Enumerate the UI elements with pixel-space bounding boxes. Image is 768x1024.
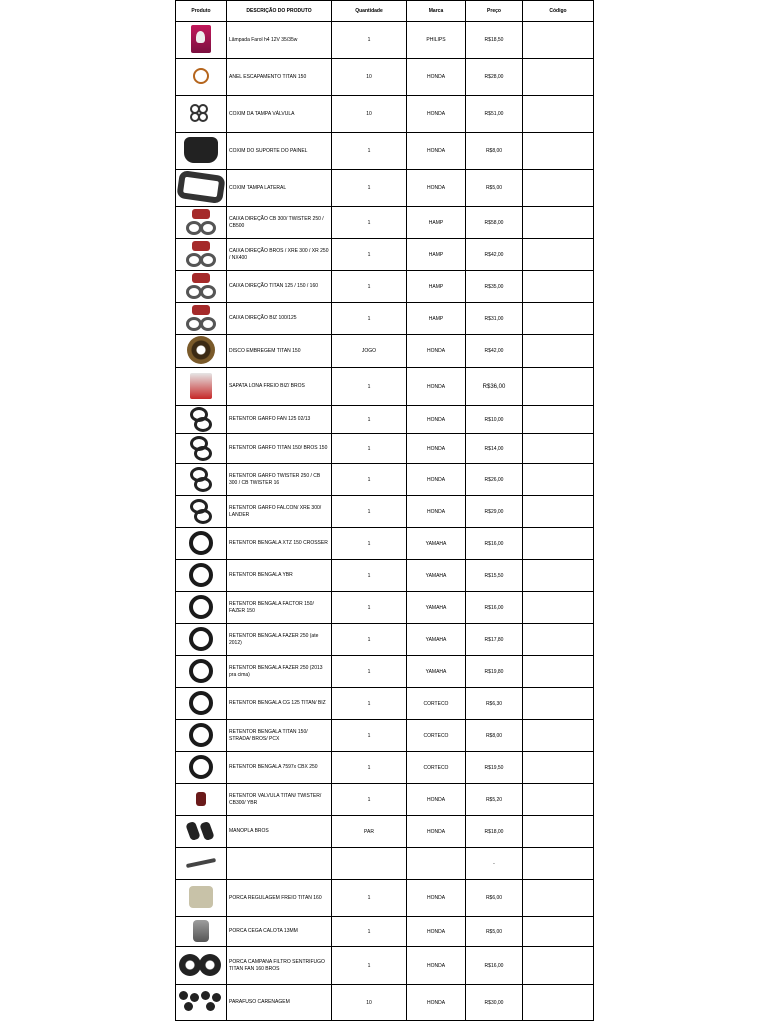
quantity-cell: JOGO	[332, 335, 407, 368]
brand-cell: YAMAHA	[407, 528, 466, 560]
table-row	[176, 816, 594, 848]
price-cell: R$28,00	[466, 59, 523, 96]
quantity-cell: 10	[332, 96, 407, 133]
product-image-cell	[176, 917, 227, 947]
code-cell	[523, 528, 594, 560]
price-cell: R$10,00	[466, 406, 523, 434]
product-image-cell	[176, 985, 227, 1021]
price-cell: R$35,00	[466, 271, 523, 303]
code-cell	[523, 271, 594, 303]
description-cell: RETENTOR BENGALA FACTOR 150/ FAZER 150	[227, 592, 332, 624]
brand-cell: YAMAHA	[407, 656, 466, 688]
header-quantidade: Quantidade	[332, 1, 407, 22]
description-cell: ANEL ESCAPAMENTO TITAN 150	[227, 59, 332, 96]
price-cell: R$29,00	[466, 496, 523, 528]
description-cell: RETENTOR BENGALA YBR	[227, 560, 332, 592]
description-cell: DISCO EMBREGEM TITAN 150	[227, 335, 332, 368]
description-cell: CAIXA DIREÇÃO CB 300/ TWISTER 250 / CB500	[227, 207, 332, 239]
brand-cell: YAMAHA	[407, 624, 466, 656]
price-cell: R$36,00	[466, 368, 523, 406]
table-row	[176, 59, 594, 96]
description-cell: CAIXA DIREÇÃO TITAN 125 / 150 / 160	[227, 271, 332, 303]
table-row	[176, 560, 594, 592]
description-cell: RETENTOR BENGALA FAZER 250 (2013 pra cima)	[227, 656, 332, 688]
code-cell	[523, 720, 594, 752]
product-image-cell	[176, 59, 227, 96]
table-row	[176, 656, 594, 688]
description-cell: COXIM TAMPA LATERAL	[227, 170, 332, 207]
description-cell: CAIXA DIREÇÃO BIZ 100/125	[227, 303, 332, 335]
code-cell	[523, 96, 594, 133]
quantity-cell: 1	[332, 560, 407, 592]
price-cell: R$6,00	[466, 880, 523, 917]
table-row	[176, 784, 594, 816]
table-header-row	[176, 1, 594, 22]
code-cell	[523, 496, 594, 528]
brand-cell: HONDA	[407, 406, 466, 434]
fork-seal-icon	[189, 563, 213, 587]
description-cell: PORCA CEGA CALOTA 13MM	[227, 917, 332, 947]
quantity-cell: 1	[332, 752, 407, 784]
table-row	[176, 985, 594, 1021]
code-cell	[523, 239, 594, 271]
price-cell: R$15,50	[466, 560, 523, 592]
fork-seal-icon	[189, 723, 213, 747]
brand-cell: HONDA	[407, 880, 466, 917]
quantity-cell: 1	[332, 368, 407, 406]
fork-seal-icon	[189, 755, 213, 779]
product-image-cell	[176, 528, 227, 560]
header-descricao: DESCRIÇÃO DO PRODUTO	[227, 1, 332, 22]
fork-seal-icon	[189, 531, 213, 555]
product-image-cell	[176, 816, 227, 848]
product-image-cell	[176, 752, 227, 784]
quantity-cell: 1	[332, 22, 407, 59]
fairing-screws-icon	[179, 991, 223, 1013]
brand-cell: HONDA	[407, 434, 466, 464]
brand-cell: HONDA	[407, 917, 466, 947]
brand-cell: HAMP	[407, 239, 466, 271]
product-image-cell	[176, 464, 227, 496]
quantity-cell: 1	[332, 720, 407, 752]
fork-seal-icon	[189, 595, 213, 619]
fork-seal-icon	[189, 691, 213, 715]
product-image-cell	[176, 592, 227, 624]
price-cell: R$8,00	[466, 133, 523, 170]
brake-nut-icon	[189, 886, 213, 908]
brand-cell: HAMP	[407, 303, 466, 335]
brand-cell: CORTECO	[407, 688, 466, 720]
brand-cell: YAMAHA	[407, 560, 466, 592]
fork-seal-icon	[189, 627, 213, 651]
product-image-cell	[176, 880, 227, 917]
code-cell	[523, 207, 594, 239]
description-cell: PORCA CAMPANA FILTRO SENTRIFUGO TITAN FAN 160 BROS	[227, 947, 332, 985]
price-cell: R$5,20	[466, 784, 523, 816]
clutch-disc-icon	[187, 336, 215, 364]
seal-pair-icon	[190, 467, 212, 491]
brand-cell: HONDA	[407, 784, 466, 816]
quantity-cell: 1	[332, 496, 407, 528]
price-cell: R$8,00	[466, 720, 523, 752]
code-cell	[523, 170, 594, 207]
table-row	[176, 720, 594, 752]
price-cell: R$6,30	[466, 688, 523, 720]
brand-cell: HONDA	[407, 496, 466, 528]
product-image-cell	[176, 947, 227, 985]
product-image-cell	[176, 720, 227, 752]
brand-cell: YAMAHA	[407, 592, 466, 624]
quantity-cell: 10	[332, 985, 407, 1021]
table-row	[176, 528, 594, 560]
table-row	[176, 917, 594, 947]
quantity-cell: 1	[332, 656, 407, 688]
table-row	[176, 133, 594, 170]
table-row	[176, 624, 594, 656]
code-cell	[523, 752, 594, 784]
code-cell	[523, 688, 594, 720]
table-row	[176, 239, 594, 271]
product-image-cell	[176, 848, 227, 880]
table-row	[176, 96, 594, 133]
table-row	[176, 592, 594, 624]
description-cell: RETENTOR BENGALA 7597x CBX 250	[227, 752, 332, 784]
cable-icon	[186, 857, 216, 867]
quantity-cell: 1	[332, 947, 407, 985]
description-cell: PARAFUSO CARENAGEM	[227, 985, 332, 1021]
quantity-cell: 1	[332, 207, 407, 239]
price-cell: R$5,00	[466, 917, 523, 947]
product-image-cell	[176, 434, 227, 464]
brand-cell: HONDA	[407, 985, 466, 1021]
bearing-set-icon	[186, 305, 216, 331]
code-cell	[523, 784, 594, 816]
quantity-cell: 1	[332, 528, 407, 560]
product-image-cell	[176, 688, 227, 720]
valve-seal-icon	[196, 792, 206, 806]
price-cell: R$30,00	[466, 985, 523, 1021]
product-image-cell	[176, 22, 227, 59]
code-cell	[523, 464, 594, 496]
product-image-cell	[176, 170, 227, 207]
product-image-cell	[176, 207, 227, 239]
price-cell: R$16,00	[466, 592, 523, 624]
price-cell: R$19,50	[466, 752, 523, 784]
quantity-cell: 1	[332, 133, 407, 170]
table-row	[176, 947, 594, 985]
table-row	[176, 303, 594, 335]
description-cell: RETENTOR GARFO FALCON/ XRE 300/ LANDER	[227, 496, 332, 528]
quantity-cell: 10	[332, 59, 407, 96]
code-cell	[523, 592, 594, 624]
code-cell	[523, 434, 594, 464]
description-cell	[227, 848, 332, 880]
header-preco: Preço	[466, 1, 523, 22]
description-cell: RETENTOR BENGALA TITAN 150/ STRADA/ BROS/ PCX	[227, 720, 332, 752]
product-image-cell	[176, 656, 227, 688]
product-image-cell	[176, 133, 227, 170]
quantity-cell: 1	[332, 303, 407, 335]
brand-cell: HONDA	[407, 947, 466, 985]
code-cell	[523, 560, 594, 592]
description-cell: MANOPLA BROS	[227, 816, 332, 848]
quantity-cell: PAR	[332, 816, 407, 848]
rubber-loop-icon	[176, 170, 225, 204]
quantity-cell: 1	[332, 688, 407, 720]
price-cell: R$18,50	[466, 22, 523, 59]
product-image-cell	[176, 406, 227, 434]
code-cell	[523, 947, 594, 985]
price-cell: R$42,00	[466, 239, 523, 271]
brand-cell: HAMP	[407, 271, 466, 303]
code-cell	[523, 59, 594, 96]
price-cell: R$31,00	[466, 303, 523, 335]
description-cell: RETENTOR BENGALA XTZ 150 CROSSER	[227, 528, 332, 560]
code-cell	[523, 816, 594, 848]
brand-cell: HONDA	[407, 335, 466, 368]
price-cell: R$14,00	[466, 434, 523, 464]
price-cell: -	[466, 848, 523, 880]
product-image-cell	[176, 303, 227, 335]
description-cell: RETENTOR GARFO TITAN 150/ BROS 150	[227, 434, 332, 464]
fork-seal-icon	[189, 659, 213, 683]
filter-bell-icon	[179, 952, 223, 978]
quantity-cell: 1	[332, 784, 407, 816]
table-row	[176, 880, 594, 917]
seal-pair-icon	[190, 499, 212, 523]
description-cell: RETENTOR BENGALA FAZER 250 (ate 2012)	[227, 624, 332, 656]
header-codigo: Código	[523, 1, 594, 22]
product-image-cell	[176, 560, 227, 592]
bearing-set-icon	[186, 209, 216, 235]
cap-nut-icon	[193, 920, 209, 942]
price-cell: R$18,00	[466, 816, 523, 848]
table-row	[176, 22, 594, 59]
header-produto: Produto	[176, 1, 227, 22]
brand-cell	[407, 848, 466, 880]
table-row	[176, 434, 594, 464]
code-cell	[523, 880, 594, 917]
table-row	[176, 464, 594, 496]
description-cell: Lâmpada Farol h4 12V 35/35w	[227, 22, 332, 59]
product-image-cell	[176, 239, 227, 271]
quantity-cell: 1	[332, 880, 407, 917]
description-cell: COXIM DO SUPORTE DO PAINEL	[227, 133, 332, 170]
quantity-cell: 1	[332, 239, 407, 271]
quantity-cell: 1	[332, 434, 407, 464]
lamp-box-icon	[191, 25, 211, 53]
table-row	[176, 368, 594, 406]
brake-shoe-box-icon	[190, 373, 212, 399]
brand-cell: HAMP	[407, 207, 466, 239]
product-image-cell	[176, 271, 227, 303]
code-cell	[523, 303, 594, 335]
table-row	[176, 688, 594, 720]
price-cell: R$17,80	[466, 624, 523, 656]
brand-cell: HONDA	[407, 170, 466, 207]
table-row	[176, 271, 594, 303]
panel-cushion-icon	[184, 137, 218, 163]
seal-pair-icon	[190, 436, 212, 460]
quantity-cell: 1	[332, 170, 407, 207]
quantity-cell	[332, 848, 407, 880]
quantity-cell: 1	[332, 624, 407, 656]
product-image-cell	[176, 624, 227, 656]
brand-cell: PHILIPS	[407, 22, 466, 59]
quantity-cell: 1	[332, 917, 407, 947]
seal-pair-icon	[190, 407, 212, 431]
product-image-cell	[176, 496, 227, 528]
header-marca: Marca	[407, 1, 466, 22]
table-row	[176, 335, 594, 368]
table-row	[176, 406, 594, 434]
table-row	[176, 752, 594, 784]
brand-cell: HONDA	[407, 96, 466, 133]
description-cell: RETENTOR GARFO FAN 125 02/13	[227, 406, 332, 434]
description-cell: RETENTOR BENGALA CG 125 TITAN/ BIZ	[227, 688, 332, 720]
product-image-cell	[176, 96, 227, 133]
table-row	[176, 496, 594, 528]
brand-cell: CORTECO	[407, 720, 466, 752]
table-row	[176, 170, 594, 207]
price-cell: R$58,00	[466, 207, 523, 239]
quantity-cell: 1	[332, 271, 407, 303]
code-cell	[523, 22, 594, 59]
description-cell: CAIXA DIREÇÃO BROS / XRE 300 / XR 250 / NX400	[227, 239, 332, 271]
product-image-cell	[176, 335, 227, 368]
code-cell	[523, 656, 594, 688]
price-cell: R$5,00	[466, 170, 523, 207]
brand-cell: HONDA	[407, 133, 466, 170]
price-cell: R$19,80	[466, 656, 523, 688]
washers-icon	[190, 104, 212, 122]
price-cell: R$26,00	[466, 464, 523, 496]
code-cell	[523, 133, 594, 170]
brand-cell: CORTECO	[407, 752, 466, 784]
price-cell: R$16,00	[466, 528, 523, 560]
code-cell	[523, 335, 594, 368]
price-cell: R$42,00	[466, 335, 523, 368]
description-cell: PORCA REGULAGEM FREIO TITAN 160	[227, 880, 332, 917]
handgrips-icon	[184, 821, 218, 841]
brand-cell: HONDA	[407, 368, 466, 406]
product-image-cell	[176, 368, 227, 406]
price-cell: R$51,00	[466, 96, 523, 133]
table-row	[176, 207, 594, 239]
quantity-cell: 1	[332, 464, 407, 496]
description-cell: SAPATA LONA FREIO BIZ/ BROS	[227, 368, 332, 406]
code-cell	[523, 917, 594, 947]
product-image-cell	[176, 784, 227, 816]
code-cell	[523, 368, 594, 406]
brand-cell: HONDA	[407, 464, 466, 496]
description-cell: RETENTOR VALVULA TITAN/ TWISTER/ CB300/ YBR	[227, 784, 332, 816]
price-cell: R$16,00	[466, 947, 523, 985]
description-cell: RETENTOR GARFO TWISTER 250 / CB 300 / CB TWISTER 16	[227, 464, 332, 496]
code-cell	[523, 985, 594, 1021]
brand-cell: HONDA	[407, 816, 466, 848]
code-cell	[523, 624, 594, 656]
table-row	[176, 848, 594, 880]
description-cell: COXIM DA TAMPA VÁLVULA	[227, 96, 332, 133]
product-table	[175, 0, 594, 1021]
quantity-cell: 1	[332, 592, 407, 624]
bearing-set-icon	[186, 273, 216, 299]
brand-cell: HONDA	[407, 59, 466, 96]
copper-ring-icon	[193, 68, 209, 84]
bearing-set-icon	[186, 241, 216, 267]
quantity-cell: 1	[332, 406, 407, 434]
code-cell	[523, 406, 594, 434]
code-cell	[523, 848, 594, 880]
